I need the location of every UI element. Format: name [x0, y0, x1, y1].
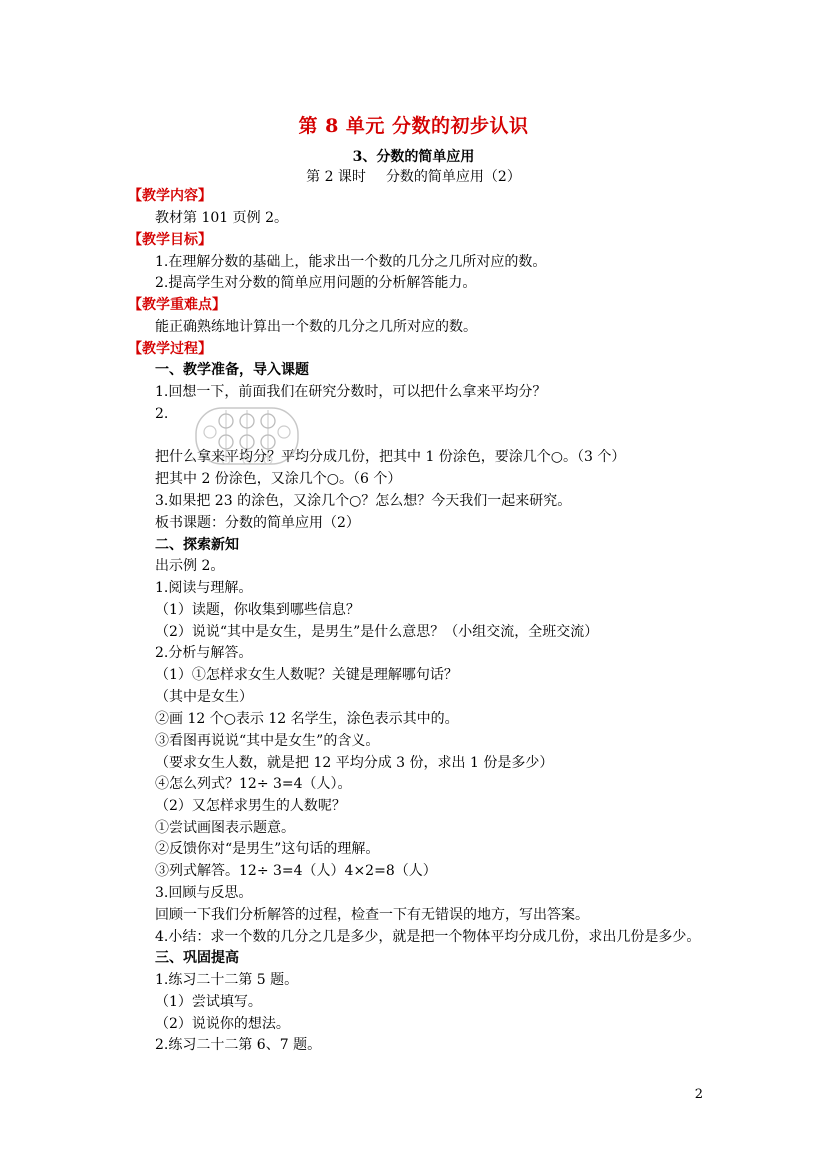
text-line: 把什么拿来平均分？平均分成几份，把其中 1 份涂色，要涂几个○。（3 个） — [155, 449, 626, 465]
text-line: ③列式解答。12÷ 3=4（人）4×2=8（人） — [155, 863, 437, 879]
text-line: 回顾一下我们分析解答的过程，检查一下有无错误的地方，写出答案。 — [155, 907, 589, 923]
lesson-heading — [0, 166, 827, 186]
lesson-name: 分数的简单应用（2） — [385, 169, 521, 185]
text-line: 出示例 2。 — [155, 558, 225, 574]
text-line: 教材第 101 页例 2。 — [155, 210, 288, 226]
section-heading-content: 【教学内容】 — [128, 188, 212, 204]
section-heading-key-points: 【教学重难点】 — [128, 297, 226, 313]
lesson-period: 第 2 课时 — [306, 169, 366, 185]
text-line: 2.分析与解答。 — [155, 645, 253, 661]
text-line: 2. — [155, 406, 169, 422]
text-line: ③看图再说说“其中是女生”的含义。 — [155, 733, 380, 749]
text-line: 板书课题：分数的简单应用（2） — [155, 515, 360, 531]
text-line: ④怎么列式？12÷ 3=4（人）。 — [155, 776, 352, 792]
text-line: （1）①怎样求女生人数呢？关键是理解哪句话？ — [155, 667, 458, 683]
text-line: 把其中 2 份涂色，又涂几个○。（6 个） — [155, 471, 402, 487]
part-heading: 一、教学准备，导入课题 — [155, 362, 309, 378]
text-line: 4.小结：求一个数的几分之几是多少，就是把一个物体平均分成几份，求出几份是多少。 — [155, 929, 701, 945]
text-line: （2）说说“其中是女生，是男生”是什么意思？（小组交流，全班交流） — [155, 624, 599, 640]
document-title: 第 8 单元 分数的初步认识 — [298, 115, 529, 137]
text-line: ②画 12 个○表示 12 名学生，涂色表示其中的。 — [155, 711, 459, 727]
section-heading-process: 【教学过程】 — [128, 341, 212, 357]
text-line: （2）又怎样求男生的人数呢？ — [155, 798, 346, 814]
text-line: （1）尝试填写。 — [155, 994, 262, 1010]
text-line: 1.练习二十二第 5 题。 — [155, 972, 299, 988]
part-heading: 三、巩固提高 — [155, 950, 239, 966]
text-line: 1.在理解分数的基础上，能求出一个数的几分之几所对应的数。 — [155, 254, 547, 270]
text-line: ①尝试画图表示题意。 — [155, 820, 295, 836]
text-line: 3.回顾与反思。 — [155, 885, 253, 901]
text-line: （1）读题，你收集到哪些信息？ — [155, 602, 360, 618]
text-line: （2）说说你的想法。 — [155, 1016, 290, 1032]
text-line: 2.提高学生对分数的简单应用问题的分析解答能力。 — [155, 275, 477, 291]
section-subtitle: 3、分数的简单应用 — [352, 149, 475, 165]
part-heading: 二、探索新知 — [155, 537, 239, 553]
text-line: 1.阅读与理解。 — [155, 580, 253, 596]
section-heading-objectives: 【教学目标】 — [128, 232, 212, 248]
text-line: ②反馈你对“是男生”这句话的理解。 — [155, 841, 380, 857]
text-line: 能正确熟练地计算出一个数的几分之几所对应的数。 — [155, 319, 477, 335]
text-line: （要求女生人数，就是把 12 平均分成 3 份，求出 1 份是多少） — [155, 755, 554, 771]
text-line: 3.如果把 23 的涂色，又涂几个○？怎么想？今天我们一起来研究。 — [155, 493, 572, 509]
text-line: 2.练习二十二第 6、7 题。 — [155, 1037, 322, 1053]
text-line: 1.回想一下，前面我们在研究分数时，可以把什么拿来平均分？ — [155, 384, 547, 400]
page-number: 2 — [694, 1087, 703, 1102]
text-line: （其中是女生） — [155, 689, 253, 705]
